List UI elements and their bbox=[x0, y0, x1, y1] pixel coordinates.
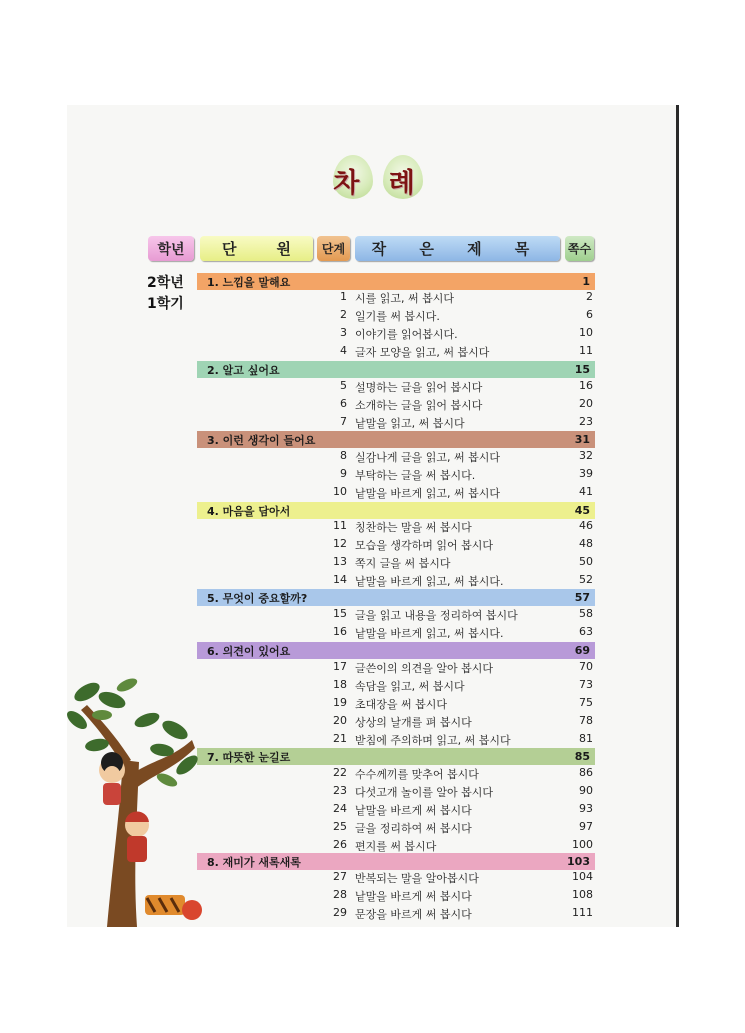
lesson-number: 12 bbox=[333, 537, 347, 550]
header-page: 쪽수 bbox=[565, 236, 594, 261]
lesson-number: 13 bbox=[333, 555, 347, 568]
lesson-page: 63 bbox=[579, 625, 593, 638]
lesson-page: 90 bbox=[579, 784, 593, 797]
unit-name: 3. 이런 생각이 들어요 bbox=[207, 433, 316, 447]
grade-line-1: 2학년 bbox=[147, 275, 184, 291]
unit-bar bbox=[197, 589, 595, 606]
unit-page: 85 bbox=[574, 750, 590, 763]
lesson-title: 속담을 읽고, 써 봅시다 bbox=[355, 680, 465, 693]
unit-bar bbox=[197, 502, 595, 519]
page-edge bbox=[676, 105, 679, 927]
lesson-title: 칭찬하는 말을 써 봅시다 bbox=[355, 521, 472, 534]
lesson-page: 16 bbox=[579, 379, 593, 392]
lesson-title: 문장을 바르게 써 봅시다 bbox=[355, 908, 472, 921]
lesson-row bbox=[67, 485, 676, 503]
lesson-page: 81 bbox=[579, 732, 593, 745]
lesson-title: 낱말을 바르게 써 봅시다 bbox=[355, 890, 472, 903]
lesson-page: 93 bbox=[579, 802, 593, 815]
grade-line-2: 1학기 bbox=[147, 296, 184, 312]
unit-page: 31 bbox=[574, 433, 590, 446]
lesson-title: 일기를 써 봅시다. bbox=[355, 310, 440, 323]
unit-bar bbox=[197, 642, 595, 659]
lesson-number: 23 bbox=[333, 784, 347, 797]
lesson-page: 41 bbox=[579, 485, 593, 498]
lesson-number: 4 bbox=[340, 344, 347, 357]
tree-illustration bbox=[67, 670, 202, 927]
lesson-title: 글자 모양을 읽고, 써 봅시다 bbox=[355, 346, 490, 359]
lesson-title: 받침에 주의하며 읽고, 써 봅시다 bbox=[355, 734, 511, 747]
lesson-page: 6 bbox=[586, 308, 593, 321]
lesson-title: 소개하는 글을 읽어 봅시다 bbox=[355, 399, 483, 412]
unit-page: 103 bbox=[567, 855, 590, 868]
lesson-page: 104 bbox=[572, 870, 593, 883]
lesson-row bbox=[67, 519, 676, 537]
lesson-page: 97 bbox=[579, 820, 593, 833]
lesson-title: 시를 읽고, 써 봅시다 bbox=[355, 292, 454, 305]
lesson-page: 111 bbox=[572, 906, 593, 919]
lesson-number: 15 bbox=[333, 607, 347, 620]
header-title: 작 은 제 목 bbox=[355, 236, 560, 261]
lesson-title: 다섯고개 놀이를 알아 봅시다 bbox=[355, 786, 494, 799]
lesson-page: 75 bbox=[579, 696, 593, 709]
header-step: 단계 bbox=[317, 236, 350, 261]
unit-bar bbox=[197, 361, 595, 378]
lesson-number: 14 bbox=[333, 573, 347, 586]
unit-name: 8. 재미가 새록새록 bbox=[207, 855, 301, 869]
lesson-number: 3 bbox=[340, 326, 347, 339]
lesson-number: 18 bbox=[333, 678, 347, 691]
lesson-row bbox=[67, 467, 676, 485]
toc-title bbox=[329, 155, 429, 199]
lesson-row bbox=[67, 625, 676, 643]
unit-name: 4. 마음을 담아서 bbox=[207, 504, 291, 518]
lesson-number: 24 bbox=[333, 802, 347, 815]
lesson-title: 낱말을 바르게 읽고, 써 봅시다. bbox=[355, 627, 504, 640]
lesson-title: 초대장을 써 봅시다 bbox=[355, 698, 448, 711]
lesson-row bbox=[67, 344, 676, 362]
unit-page: 69 bbox=[574, 644, 590, 657]
lesson-title: 모습을 생각하며 읽어 봅시다 bbox=[355, 539, 494, 552]
lesson-page: 39 bbox=[579, 467, 593, 480]
lesson-page: 20 bbox=[579, 397, 593, 410]
lesson-row bbox=[67, 555, 676, 573]
lesson-number: 9 bbox=[340, 467, 347, 480]
lesson-number: 17 bbox=[333, 660, 347, 673]
header-unit-b: 원 bbox=[276, 240, 291, 258]
textbook-page bbox=[67, 105, 676, 927]
lesson-title: 편지를 써 봅시다 bbox=[355, 840, 437, 853]
lesson-title: 상상의 날개를 펴 봅시다 bbox=[355, 716, 472, 729]
lesson-number: 22 bbox=[333, 766, 347, 779]
unit-page: 57 bbox=[574, 591, 590, 604]
lesson-page: 50 bbox=[579, 555, 593, 568]
lesson-number: 29 bbox=[333, 906, 347, 919]
lesson-title: 낱말을 바르게 읽고, 써 봅시다. bbox=[355, 575, 504, 588]
lesson-page: 100 bbox=[572, 838, 593, 851]
lesson-page: 108 bbox=[572, 888, 593, 901]
lesson-row bbox=[67, 537, 676, 555]
lesson-row bbox=[67, 290, 676, 308]
lesson-row bbox=[67, 397, 676, 415]
lesson-page: 78 bbox=[579, 714, 593, 727]
lesson-page: 23 bbox=[579, 415, 593, 428]
lesson-number: 5 bbox=[340, 379, 347, 392]
lesson-row bbox=[67, 379, 676, 397]
lesson-title: 부탁하는 글을 써 봅시다. bbox=[355, 469, 476, 482]
lesson-number: 11 bbox=[333, 519, 347, 532]
lesson-number: 8 bbox=[340, 449, 347, 462]
lesson-page: 86 bbox=[579, 766, 593, 779]
lesson-page: 32 bbox=[579, 449, 593, 462]
unit-name: 6. 의견이 있어요 bbox=[207, 644, 291, 658]
lesson-number: 28 bbox=[333, 888, 347, 901]
unit-page: 45 bbox=[574, 504, 590, 517]
unit-bar bbox=[197, 748, 595, 765]
lesson-page: 48 bbox=[579, 537, 593, 550]
lesson-number: 19 bbox=[333, 696, 347, 709]
lesson-title: 글을 정리하여 써 봅시다 bbox=[355, 822, 472, 835]
lesson-page: 10 bbox=[579, 326, 593, 339]
unit-bar bbox=[197, 431, 595, 448]
lesson-number: 26 bbox=[333, 838, 347, 851]
lesson-page: 11 bbox=[579, 344, 593, 357]
lesson-page: 70 bbox=[579, 660, 593, 673]
lesson-title: 글쓴이의 의견을 알아 봅시다 bbox=[355, 662, 494, 675]
lesson-page: 58 bbox=[579, 607, 593, 620]
lesson-row bbox=[67, 308, 676, 326]
unit-name: 1. 느낌을 말해요 bbox=[207, 275, 291, 289]
header-unit bbox=[200, 236, 313, 261]
lesson-number: 25 bbox=[333, 820, 347, 833]
lesson-page: 46 bbox=[579, 519, 593, 532]
unit-name: 7. 따뜻한 눈길로 bbox=[207, 750, 291, 764]
lesson-page: 2 bbox=[586, 290, 593, 303]
header-grade: 학년 bbox=[148, 236, 194, 261]
lesson-title: 설명하는 글을 읽어 봅시다 bbox=[355, 381, 483, 394]
lesson-title: 이야기를 읽어봅시다. bbox=[355, 328, 458, 341]
lesson-title: 낱말을 바르게 읽고, 써 봅시다 bbox=[355, 487, 500, 500]
lesson-number: 1 bbox=[340, 290, 347, 303]
unit-page: 15 bbox=[574, 363, 590, 376]
lesson-number: 27 bbox=[333, 870, 347, 883]
lesson-title: 실감나게 글을 읽고, 써 봅시다 bbox=[355, 451, 500, 464]
lesson-number: 2 bbox=[340, 308, 347, 321]
toc-title-text: 차 례 bbox=[333, 168, 425, 199]
unit-bar bbox=[197, 853, 595, 870]
lesson-number: 16 bbox=[333, 625, 347, 638]
lesson-title: 낱말을 바르게 써 봅시다 bbox=[355, 804, 472, 817]
lesson-title: 낱말을 읽고, 써 봅시다 bbox=[355, 417, 465, 430]
lesson-number: 21 bbox=[333, 732, 347, 745]
lesson-page: 52 bbox=[579, 573, 593, 586]
lesson-row bbox=[67, 326, 676, 344]
unit-bar bbox=[197, 273, 595, 290]
lesson-title: 수수께끼를 맞추어 봅시다 bbox=[355, 768, 479, 781]
lesson-number: 7 bbox=[340, 415, 347, 428]
lesson-title: 쪽지 글을 써 봅시다 bbox=[355, 557, 451, 570]
lesson-row bbox=[67, 449, 676, 467]
unit-page: 1 bbox=[582, 275, 590, 288]
lesson-page: 73 bbox=[579, 678, 593, 691]
header-unit-a: 단 bbox=[222, 240, 237, 258]
lesson-title: 글을 읽고 내용을 정리하여 봅시다 bbox=[355, 609, 518, 622]
lesson-number: 10 bbox=[333, 485, 347, 498]
unit-name: 5. 무엇이 중요할까? bbox=[207, 591, 308, 605]
lesson-title: 반복되는 말을 알아봅시다 bbox=[355, 872, 479, 885]
lesson-number: 20 bbox=[333, 714, 347, 727]
lesson-number: 6 bbox=[340, 397, 347, 410]
lesson-row bbox=[67, 607, 676, 625]
unit-name: 2. 알고 싶어요 bbox=[207, 363, 280, 377]
